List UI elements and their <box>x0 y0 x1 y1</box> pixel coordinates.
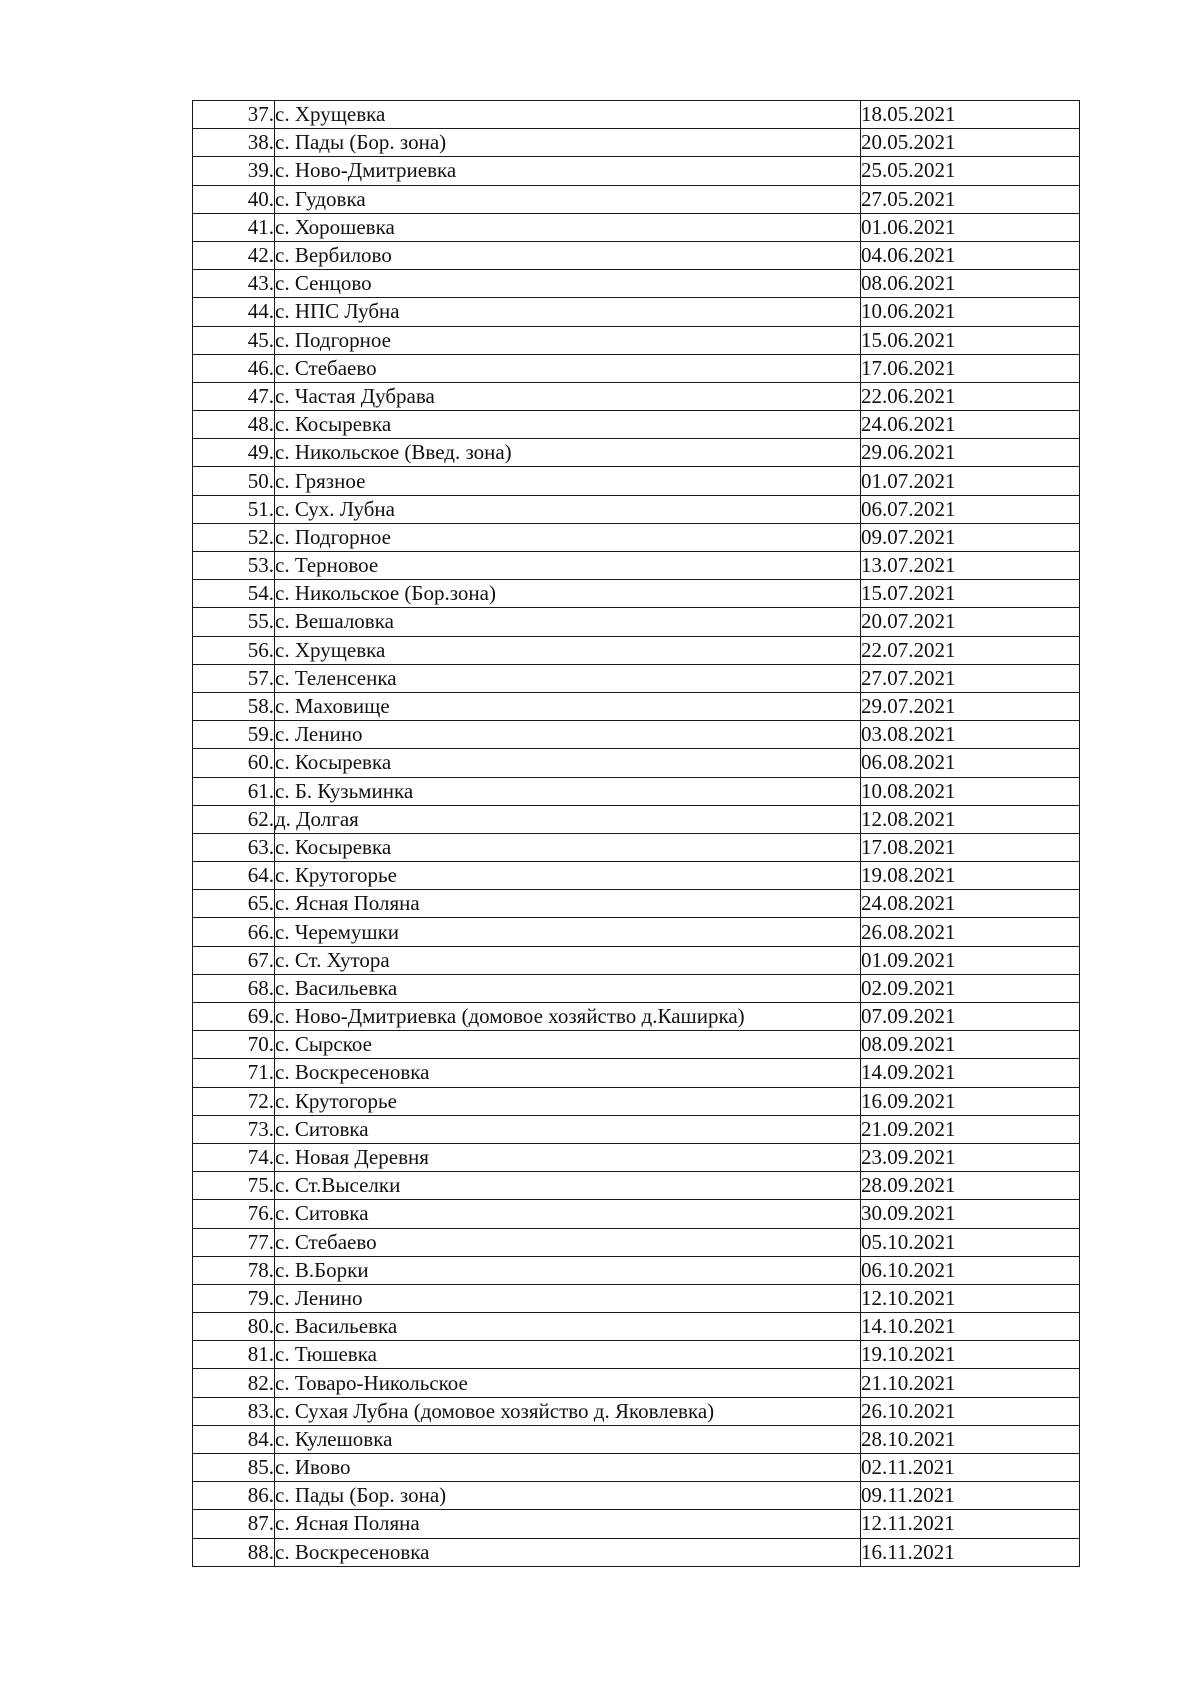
table-row <box>193 777 1080 805</box>
table-row <box>193 1200 1080 1228</box>
row-number: 44. <box>193 298 275 326</box>
table-row <box>193 1538 1080 1566</box>
visit-date: 04.06.2021 <box>861 241 1080 269</box>
row-number: 45. <box>193 326 275 354</box>
settlement-name: с. Никольское (Бор.зона) <box>275 580 861 608</box>
row-number: 66. <box>193 918 275 946</box>
settlement-name: с. Сухая Лубна (домовое хозяйство д. Яковлевка) <box>275 1397 861 1425</box>
table-row <box>193 1369 1080 1397</box>
table-row <box>193 1256 1080 1284</box>
visit-date: 06.07.2021 <box>861 495 1080 523</box>
visit-date: 14.10.2021 <box>861 1313 1080 1341</box>
table-row <box>193 1087 1080 1115</box>
settlement-name: с. Частая Дубрава <box>275 382 861 410</box>
visit-date: 13.07.2021 <box>861 552 1080 580</box>
settlement-name: с. Хрущевка <box>275 636 861 664</box>
visit-date: 28.10.2021 <box>861 1425 1080 1453</box>
settlement-name: с. Ясная Поляна <box>275 890 861 918</box>
visit-date: 18.05.2021 <box>861 101 1080 129</box>
row-number: 72. <box>193 1087 275 1115</box>
settlement-name: с. Ст.Выселки <box>275 1172 861 1200</box>
row-number: 41. <box>193 213 275 241</box>
settlement-name: с. Косыревка <box>275 411 861 439</box>
row-number: 48. <box>193 411 275 439</box>
settlement-name: с. Сырское <box>275 1031 861 1059</box>
settlement-name: с. Новая Деревня <box>275 1143 861 1171</box>
settlement-name: с. Пады (Бор. зона) <box>275 1482 861 1510</box>
table-row <box>193 101 1080 129</box>
row-number: 51. <box>193 495 275 523</box>
visit-date: 27.05.2021 <box>861 185 1080 213</box>
settlement-name: с. Б. Кузьминка <box>275 777 861 805</box>
settlement-name: с. Пады (Бор. зона) <box>275 129 861 157</box>
settlement-name: с. Крутогорье <box>275 1087 861 1115</box>
settlement-name: с. Ленино <box>275 1284 861 1312</box>
row-number: 50. <box>193 467 275 495</box>
settlement-name: с. Сух. Лубна <box>275 495 861 523</box>
settlement-name: с. Никольское (Введ. зона) <box>275 439 861 467</box>
visit-date: 12.11.2021 <box>861 1510 1080 1538</box>
table-row <box>193 1397 1080 1425</box>
table-row <box>193 636 1080 664</box>
settlement-name: с. Стебаево <box>275 354 861 382</box>
row-number: 61. <box>193 777 275 805</box>
settlement-name: с. НПС Лубна <box>275 298 861 326</box>
row-number: 64. <box>193 862 275 890</box>
row-number: 40. <box>193 185 275 213</box>
table-row <box>193 721 1080 749</box>
row-number: 55. <box>193 608 275 636</box>
visit-date: 15.07.2021 <box>861 580 1080 608</box>
row-number: 39. <box>193 157 275 185</box>
visit-date: 06.10.2021 <box>861 1256 1080 1284</box>
settlement-name: с. Грязное <box>275 467 861 495</box>
row-number: 37. <box>193 101 275 129</box>
table-row <box>193 157 1080 185</box>
row-number: 69. <box>193 1003 275 1031</box>
row-number: 65. <box>193 890 275 918</box>
visit-date: 06.08.2021 <box>861 749 1080 777</box>
row-number: 59. <box>193 721 275 749</box>
visit-date: 10.08.2021 <box>861 777 1080 805</box>
row-number: 56. <box>193 636 275 664</box>
table-row <box>193 382 1080 410</box>
visit-date: 24.06.2021 <box>861 411 1080 439</box>
row-number: 79. <box>193 1284 275 1312</box>
schedule-table <box>192 100 1080 1567</box>
visit-date: 26.10.2021 <box>861 1397 1080 1425</box>
row-number: 75. <box>193 1172 275 1200</box>
row-number: 57. <box>193 664 275 692</box>
visit-date: 16.11.2021 <box>861 1538 1080 1566</box>
settlement-name: с. Ст. Хутора <box>275 946 861 974</box>
visit-date: 05.10.2021 <box>861 1228 1080 1256</box>
row-number: 47. <box>193 382 275 410</box>
visit-date: 01.07.2021 <box>861 467 1080 495</box>
table-row <box>193 523 1080 551</box>
visit-date: 24.08.2021 <box>861 890 1080 918</box>
settlement-name: с. Ситовка <box>275 1115 861 1143</box>
settlement-name: с. Ситовка <box>275 1200 861 1228</box>
visit-date: 25.05.2021 <box>861 157 1080 185</box>
visit-date: 19.10.2021 <box>861 1341 1080 1369</box>
row-number: 80. <box>193 1313 275 1341</box>
visit-date: 22.06.2021 <box>861 382 1080 410</box>
row-number: 68. <box>193 974 275 1002</box>
settlement-name: с. Ивово <box>275 1454 861 1482</box>
settlement-name: с. Маховище <box>275 692 861 720</box>
table-row <box>193 890 1080 918</box>
visit-date: 17.08.2021 <box>861 833 1080 861</box>
visit-date: 09.07.2021 <box>861 523 1080 551</box>
settlement-name: с. Терновое <box>275 552 861 580</box>
visit-date: 14.09.2021 <box>861 1059 1080 1087</box>
row-number: 73. <box>193 1115 275 1143</box>
visit-date: 15.06.2021 <box>861 326 1080 354</box>
table-row <box>193 1425 1080 1453</box>
visit-date: 10.06.2021 <box>861 298 1080 326</box>
row-number: 63. <box>193 833 275 861</box>
table-row <box>193 241 1080 269</box>
table-row <box>193 833 1080 861</box>
row-number: 81. <box>193 1341 275 1369</box>
settlement-name: д. Долгая <box>275 805 861 833</box>
visit-date: 02.09.2021 <box>861 974 1080 1002</box>
row-number: 77. <box>193 1228 275 1256</box>
row-number: 67. <box>193 946 275 974</box>
settlement-name: с. Крутогорье <box>275 862 861 890</box>
row-number: 52. <box>193 523 275 551</box>
table-row <box>193 1482 1080 1510</box>
visit-date: 17.06.2021 <box>861 354 1080 382</box>
settlement-name: с. Подгорное <box>275 523 861 551</box>
row-number: 88. <box>193 1538 275 1566</box>
visit-date: 07.09.2021 <box>861 1003 1080 1031</box>
settlement-name: с. Васильевка <box>275 974 861 1002</box>
row-number: 43. <box>193 270 275 298</box>
schedule-table-body <box>193 101 1080 1567</box>
settlement-name: с. Вешаловка <box>275 608 861 636</box>
settlement-name: с. Хрущевка <box>275 101 861 129</box>
visit-date: 30.09.2021 <box>861 1200 1080 1228</box>
table-row <box>193 749 1080 777</box>
visit-date: 29.06.2021 <box>861 439 1080 467</box>
table-row <box>193 326 1080 354</box>
settlement-name: с. Товаро-Никольское <box>275 1369 861 1397</box>
settlement-name: с. Воскресеновка <box>275 1538 861 1566</box>
table-row <box>193 1341 1080 1369</box>
settlement-name: с. Теленсенка <box>275 664 861 692</box>
row-number: 60. <box>193 749 275 777</box>
visit-date: 01.09.2021 <box>861 946 1080 974</box>
table-row <box>193 467 1080 495</box>
visit-date: 08.06.2021 <box>861 270 1080 298</box>
settlement-name: с. Ново-Дмитриевка (домовое хозяйство д.Каширка) <box>275 1003 861 1031</box>
settlement-name: с. Подгорное <box>275 326 861 354</box>
table-row <box>193 354 1080 382</box>
row-number: 74. <box>193 1143 275 1171</box>
row-number: 76. <box>193 1200 275 1228</box>
row-number: 49. <box>193 439 275 467</box>
row-number: 71. <box>193 1059 275 1087</box>
visit-date: 23.09.2021 <box>861 1143 1080 1171</box>
settlement-name: с. Васильевка <box>275 1313 861 1341</box>
table-row <box>193 580 1080 608</box>
table-row <box>193 270 1080 298</box>
visit-date: 20.05.2021 <box>861 129 1080 157</box>
settlement-name: с. В.Борки <box>275 1256 861 1284</box>
settlement-name: с. Гудовка <box>275 185 861 213</box>
row-number: 82. <box>193 1369 275 1397</box>
visit-date: 01.06.2021 <box>861 213 1080 241</box>
row-number: 62. <box>193 805 275 833</box>
table-row <box>193 213 1080 241</box>
visit-date: 22.07.2021 <box>861 636 1080 664</box>
settlement-name: с. Стебаево <box>275 1228 861 1256</box>
table-row <box>193 1228 1080 1256</box>
row-number: 87. <box>193 1510 275 1538</box>
table-row <box>193 129 1080 157</box>
settlement-name: с. Косыревка <box>275 833 861 861</box>
table-row <box>193 974 1080 1002</box>
table-row <box>193 692 1080 720</box>
visit-date: 16.09.2021 <box>861 1087 1080 1115</box>
visit-date: 20.07.2021 <box>861 608 1080 636</box>
settlement-name: с. Тюшевка <box>275 1341 861 1369</box>
settlement-name: с. Черемушки <box>275 918 861 946</box>
table-row <box>193 862 1080 890</box>
row-number: 54. <box>193 580 275 608</box>
visit-date: 08.09.2021 <box>861 1031 1080 1059</box>
row-number: 38. <box>193 129 275 157</box>
table-row <box>193 1284 1080 1312</box>
visit-date: 21.09.2021 <box>861 1115 1080 1143</box>
table-row <box>193 411 1080 439</box>
row-number: 83. <box>193 1397 275 1425</box>
table-row <box>193 1031 1080 1059</box>
visit-date: 19.08.2021 <box>861 862 1080 890</box>
row-number: 70. <box>193 1031 275 1059</box>
table-row <box>193 664 1080 692</box>
visit-date: 27.07.2021 <box>861 664 1080 692</box>
visit-date: 29.07.2021 <box>861 692 1080 720</box>
settlement-name: с. Хорошевка <box>275 213 861 241</box>
table-row <box>193 608 1080 636</box>
visit-date: 12.08.2021 <box>861 805 1080 833</box>
table-row <box>193 1510 1080 1538</box>
settlement-name: с. Ново-Дмитриевка <box>275 157 861 185</box>
row-number: 42. <box>193 241 275 269</box>
settlement-name: с. Вербилово <box>275 241 861 269</box>
settlement-name: с. Косыревка <box>275 749 861 777</box>
table-row <box>193 1143 1080 1171</box>
table-row <box>193 805 1080 833</box>
table-row <box>193 1454 1080 1482</box>
table-row <box>193 1313 1080 1341</box>
row-number: 84. <box>193 1425 275 1453</box>
settlement-name: с. Ясная Поляна <box>275 1510 861 1538</box>
table-row <box>193 1003 1080 1031</box>
row-number: 53. <box>193 552 275 580</box>
table-row <box>193 185 1080 213</box>
visit-date: 28.09.2021 <box>861 1172 1080 1200</box>
visit-date: 02.11.2021 <box>861 1454 1080 1482</box>
table-row <box>193 918 1080 946</box>
settlement-name: с. Ленино <box>275 721 861 749</box>
row-number: 58. <box>193 692 275 720</box>
visit-date: 03.08.2021 <box>861 721 1080 749</box>
table-row <box>193 298 1080 326</box>
table-row <box>193 495 1080 523</box>
visit-date: 09.11.2021 <box>861 1482 1080 1510</box>
table-row <box>193 946 1080 974</box>
table-row <box>193 552 1080 580</box>
settlement-name: с. Кулешовка <box>275 1425 861 1453</box>
table-row <box>193 1059 1080 1087</box>
visit-date: 12.10.2021 <box>861 1284 1080 1312</box>
row-number: 46. <box>193 354 275 382</box>
settlement-name: с. Воскресеновка <box>275 1059 861 1087</box>
table-row <box>193 439 1080 467</box>
row-number: 86. <box>193 1482 275 1510</box>
visit-date: 21.10.2021 <box>861 1369 1080 1397</box>
visit-date: 26.08.2021 <box>861 918 1080 946</box>
row-number: 85. <box>193 1454 275 1482</box>
table-row <box>193 1115 1080 1143</box>
table-row <box>193 1172 1080 1200</box>
settlement-name: с. Сенцово <box>275 270 861 298</box>
row-number: 78. <box>193 1256 275 1284</box>
